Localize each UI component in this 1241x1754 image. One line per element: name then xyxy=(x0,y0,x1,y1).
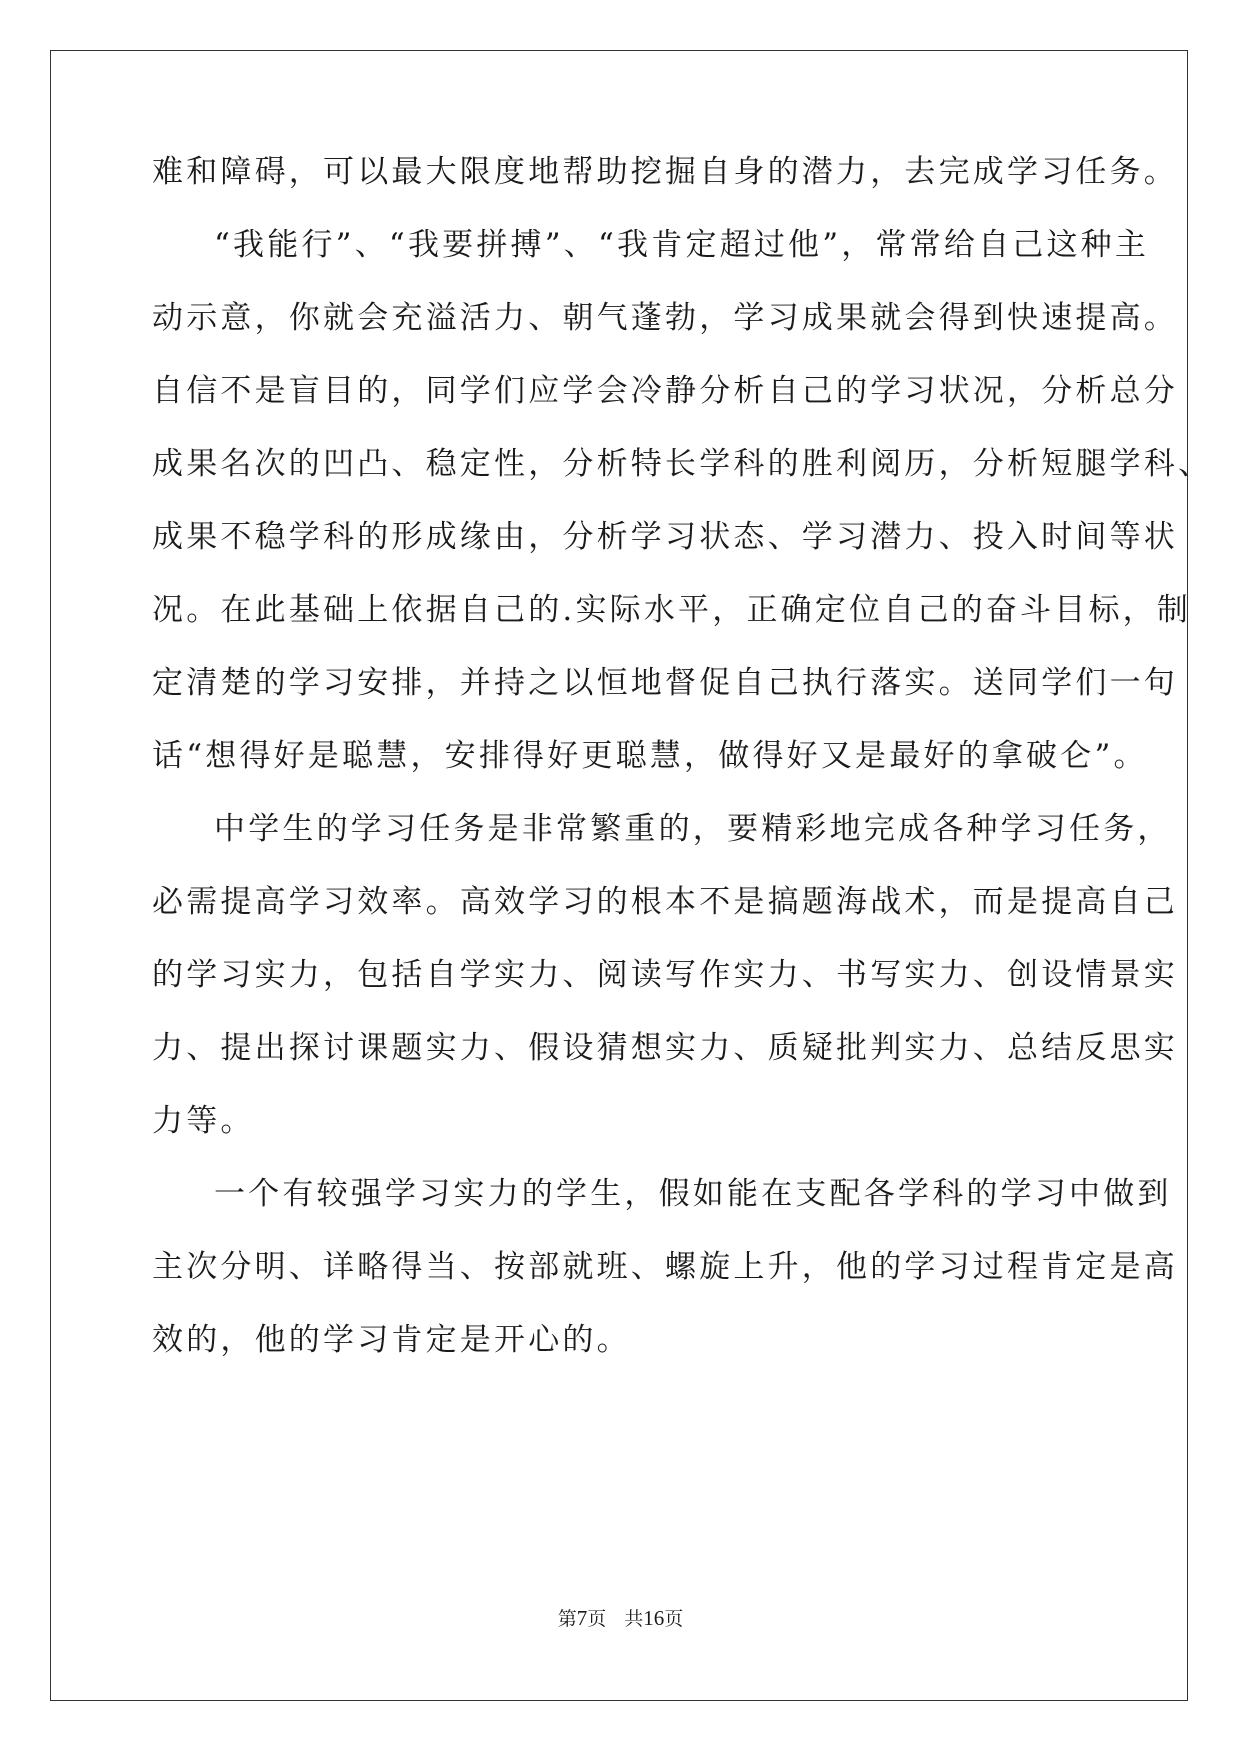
paragraph-start: 中学生的学习任务是非常繁重的，要精彩地完成各种学习任务， xyxy=(214,811,1172,847)
text-line: 成果不稳学科的形成缘由，分析学习状态、学习潜力、投入时间等状 xyxy=(152,519,1178,555)
text-line: 的学习实力，包括自学实力、阅读写作实力、书写实力、创设情景实 xyxy=(152,957,1178,993)
text-line: 话“想得好是聪慧，安排得好更聪慧，做得好又是最好的拿破仑”。 xyxy=(152,738,1148,774)
text-line: 必需提高学习效率。高效学习的根本不是搞题海战术，而是提高自己 xyxy=(152,884,1178,920)
text-line: 主次分明、详略得当、按部就班、螺旋上升，他的学习过程肯定是高 xyxy=(152,1249,1178,1285)
text-line: 力等。 xyxy=(152,1103,255,1139)
text-line: 成果名次的凹凸、稳定性，分析特长学科的胜利阅历，分析短腿学科、 xyxy=(152,446,1213,482)
page-footer xyxy=(0,1606,1241,1631)
footer-total-suffix: 页 xyxy=(664,1608,684,1630)
footer-page-suffix: 页 xyxy=(587,1608,607,1630)
text-line: 难和障碍，可以最大限度地帮助挖掘自身的潜力，去完成学习任务。 xyxy=(152,154,1178,190)
text-line: 定清楚的学习安排，并持之以恒地督促自己执行落实。送同学们一句 xyxy=(152,665,1178,701)
current-page-number: 7 xyxy=(576,1606,588,1630)
text-line: 况。在此基础上依据自己的.实际水平，正确定位自己的奋斗目标，制 xyxy=(152,592,1192,628)
footer-total-prefix: 共 xyxy=(624,1608,644,1630)
text-line: 力、提出探讨课题实力、假设猜想实力、质疑批判实力、总结反思实 xyxy=(152,1030,1178,1066)
paragraph-start: 一个有较强学习实力的学生，假如能在支配各学科的学习中做到 xyxy=(214,1176,1172,1212)
text-line: 自信不是盲目的，同学们应学会冷静分析自己的学习状况，分析总分 xyxy=(152,373,1178,409)
text-line: 效的，他的学习肯定是开心的。 xyxy=(152,1322,631,1358)
paragraph-start: “我能行”、“我要拼搏”、“我肯定超过他”，常常给自己这种主 xyxy=(214,227,1150,263)
footer-prefix: 第 xyxy=(557,1608,577,1630)
text-line: 动示意，你就会充溢活力、朝气蓬勃，学习成果就会得到快速提高。 xyxy=(152,300,1178,336)
total-page-count: 16 xyxy=(643,1606,665,1630)
